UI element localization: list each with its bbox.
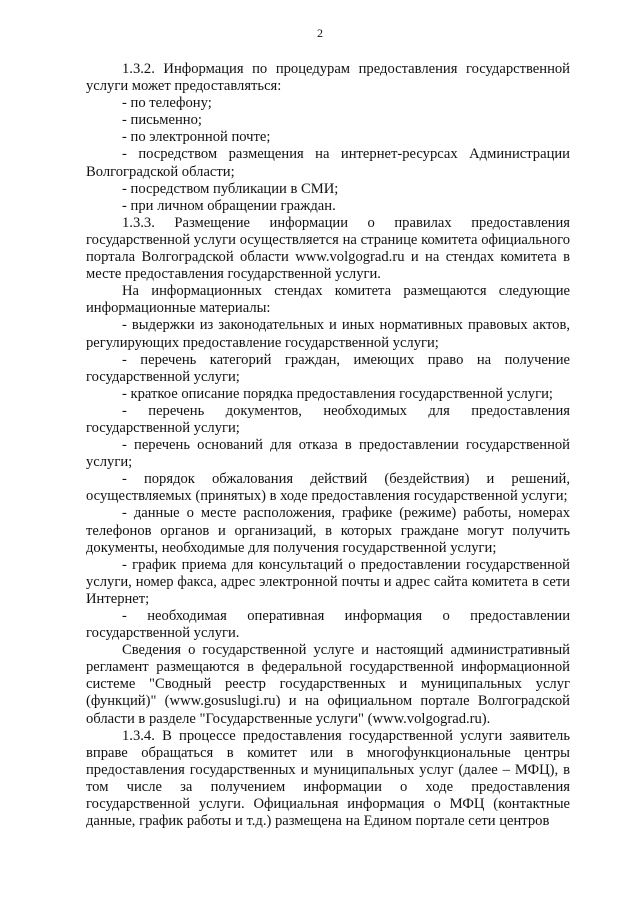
paragraph: - перечень оснований для отказа в предоставлении государственной услуги; [86, 437, 570, 471]
paragraph: - данные о месте расположения, графике (режиме) работы, номерах телефонов органов и организаций, в которых граждане могут получить документы, необходимые для получения государственной услуги; [86, 505, 570, 556]
paragraph: - письменно; [122, 112, 202, 129]
paragraph: - при личном обращении граждан. [122, 197, 336, 214]
paragraph: - посредством публикации в СМИ; [122, 180, 339, 197]
paragraph: 1.3.2. Информация по процедурам предоставления государственной услуги может предоставляться: [86, 61, 570, 95]
paragraph: - перечень документов, необходимых для предоставления государственной услуги; [86, 402, 570, 436]
page-number: 2 [317, 26, 323, 40]
paragraph: - порядок обжалования действий (бездействия) и решений, осуществляемых (принятых) в ходе предоставления государственной услуги; [86, 471, 570, 505]
paragraph: - краткое описание порядка предоставления государственной услуги; [122, 385, 553, 402]
paragraph: 1.3.4. В процессе предоставления государственной услуги заявитель вправе обращаться в комитет или в многофункциональные центры предоставления государственных и муниципальных услуг (далее – МФЦ), в том числе за получением информации о ходе предоставления государственной услуги. Официальная информация о МФЦ (контактные данные, график работы и т.д.) размещена на Едином портале сети центров [86, 727, 570, 830]
paragraph: - по электронной почте; [122, 129, 271, 146]
document-body [86, 61, 570, 830]
paragraph: На информационных стендах комитета размещаются следующие информационные материалы: [86, 283, 570, 317]
paragraph: - посредством размещения на интернет-ресурсах Администрации Волгоградской области; [86, 146, 570, 180]
paragraph: Сведения о государственной услуге и настоящий административный регламент размещаются в федеральной государственной информационной системе "Сводный реестр государственных и муниципальных услуг (функций)" (www.gosuslugi.ru) и на официальном портале Волгоградской области в разделе "Государственные услуги" (www.volgograd.ru). [86, 642, 570, 727]
paragraph: 1.3.3. Размещение информации о правилах предоставления государственной услуги осуществляется на странице комитета официального портала Волгоградской области www.volgograd.ru и на стендах комитета в месте предоставления государственной услуги. [86, 214, 570, 283]
paragraph: - выдержки из законодательных и иных нормативных правовых актов, регулирующих предоставление государственной услуги; [86, 317, 570, 351]
paragraph: - график приема для консультаций о предоставлении государственной услуги, номер факса, адрес электронной почты и адрес сайта комитета в сети Интернет; [86, 556, 570, 607]
paragraph: - перечень категорий граждан, имеющих право на получение государственной услуги; [86, 351, 570, 385]
paragraph: - необходимая оперативная информация о предоставлении государственной услуги. [86, 608, 570, 642]
paragraph: - по телефону; [122, 95, 212, 112]
